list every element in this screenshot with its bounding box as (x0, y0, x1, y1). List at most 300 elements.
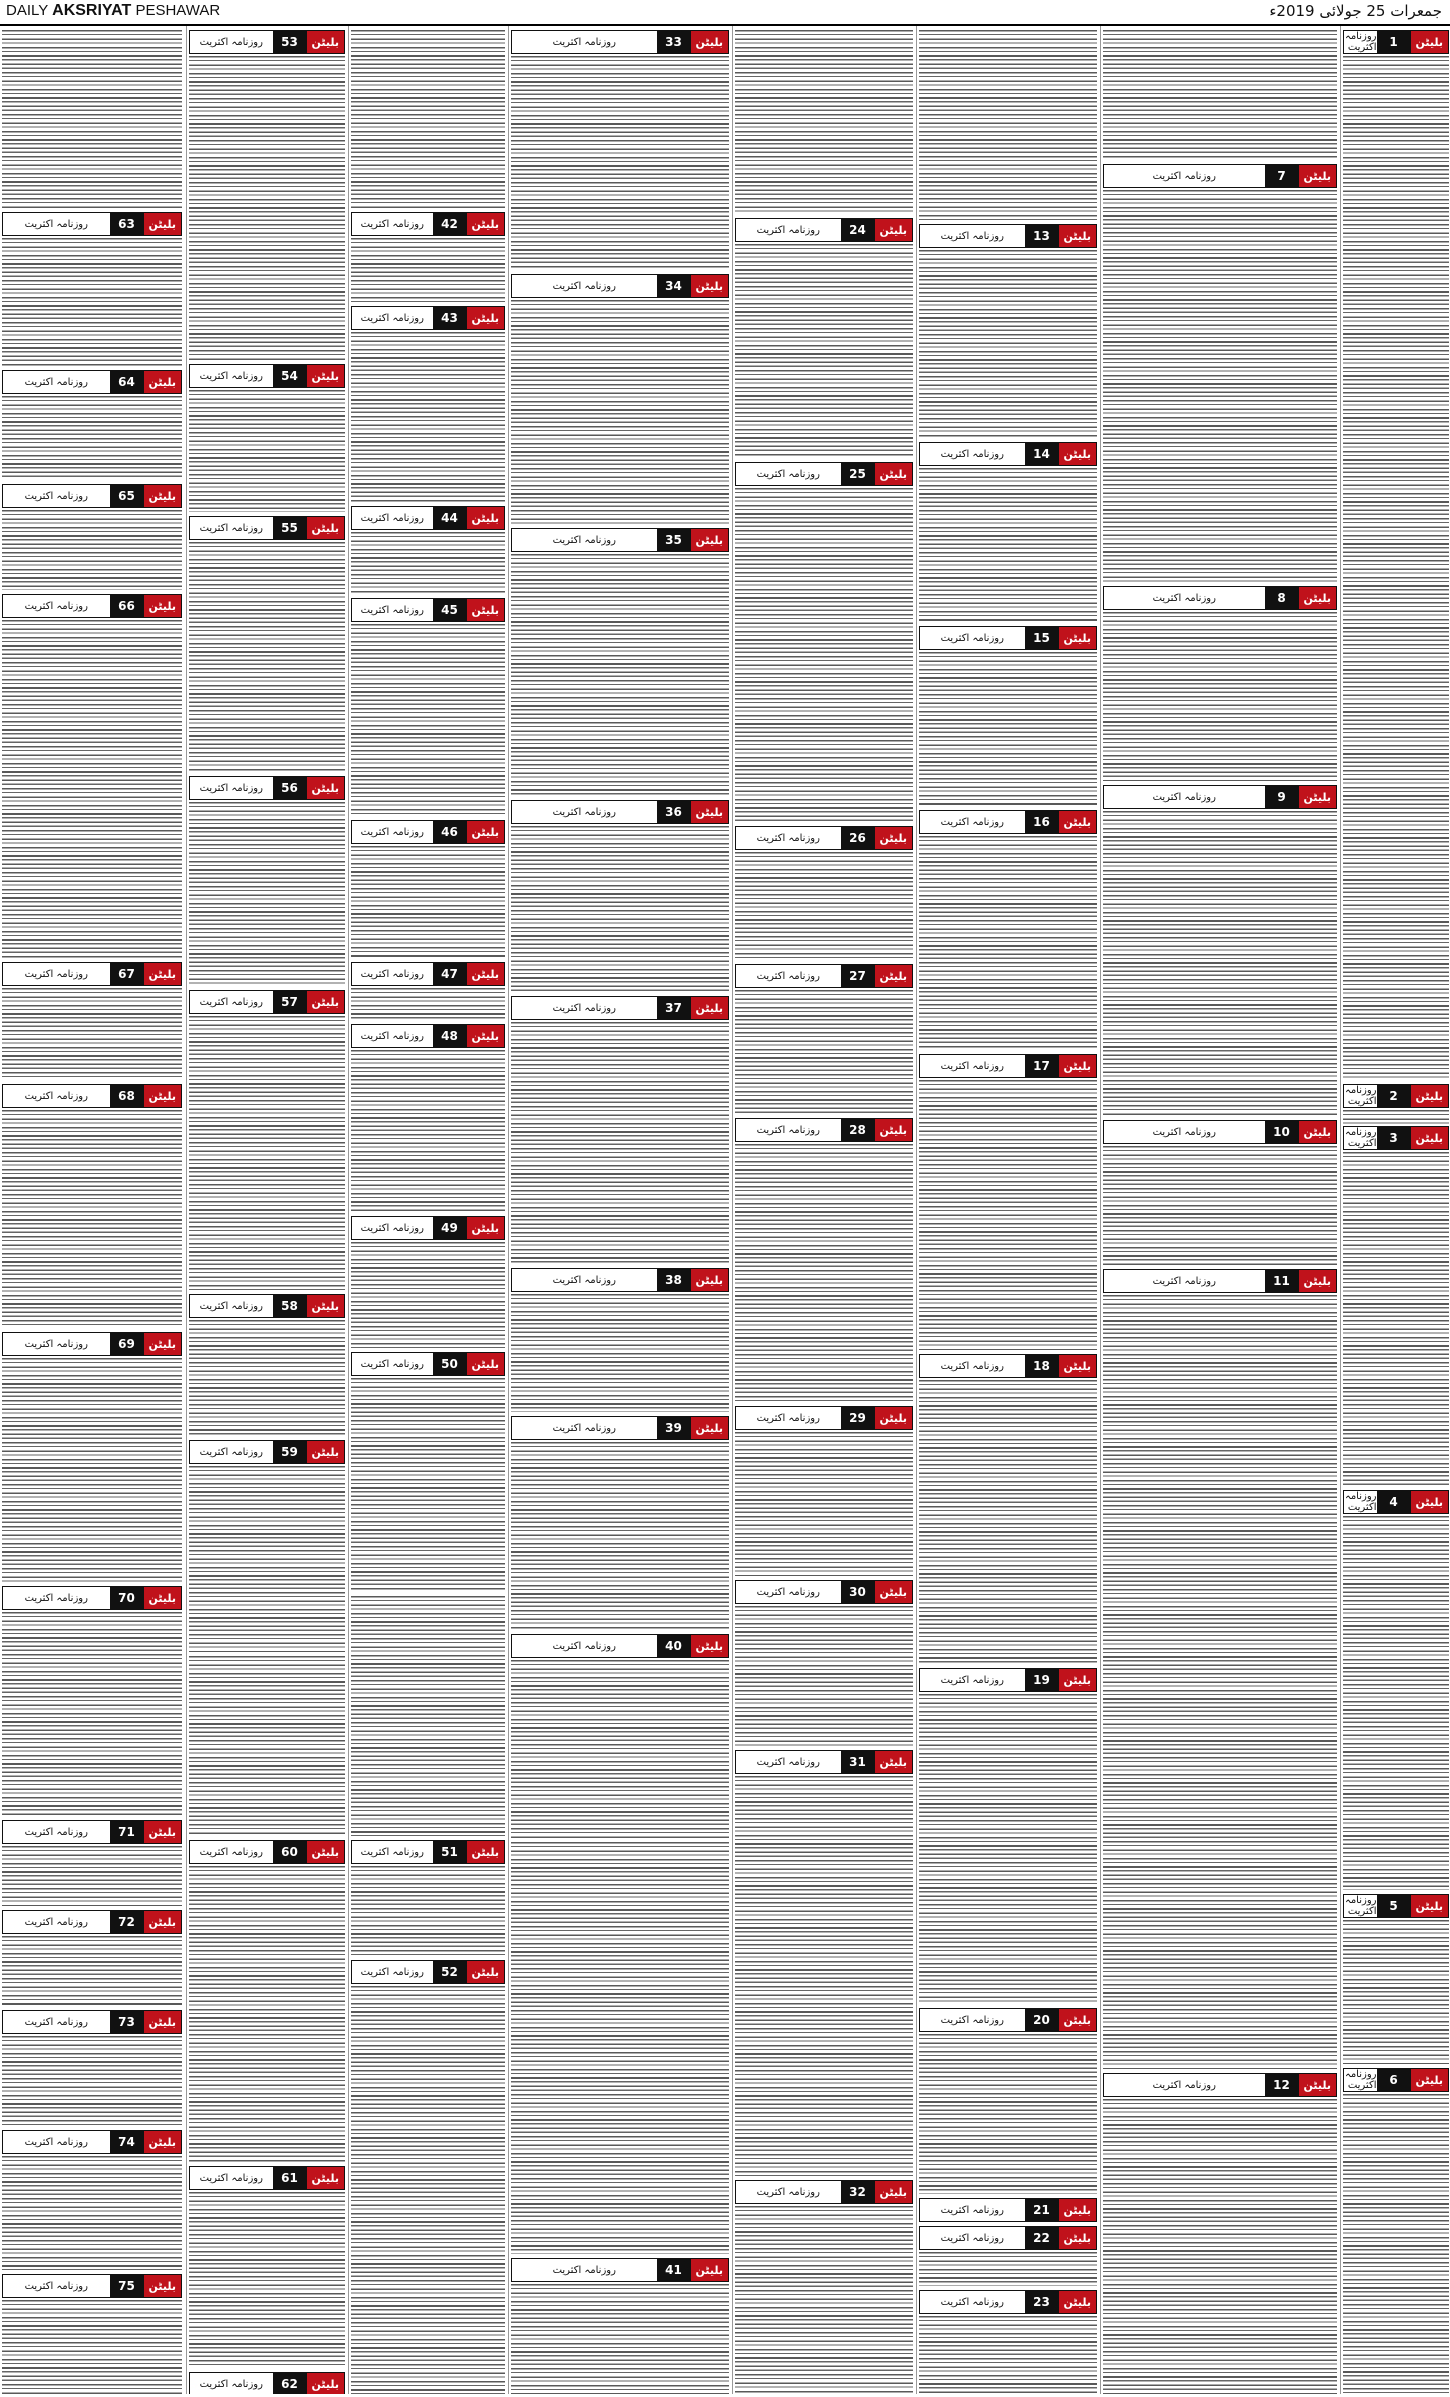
bulletin-brand: بلیٹن (467, 1961, 505, 1983)
bulletin-label (189, 364, 345, 388)
bulletin-title: روزنامہ اکثریت (199, 2172, 263, 2184)
bulletin-number: 35 (657, 529, 691, 551)
bulletin-brand: بلیٹن (467, 1353, 505, 1375)
bulletin-label (2, 212, 182, 236)
news-column (348, 26, 507, 2394)
bulletin-item (1343, 1894, 1449, 2064)
bulletin-item (351, 1840, 505, 1956)
bulletin-body-text (351, 1866, 505, 1956)
bulletin-label (1343, 1084, 1449, 1108)
bulletin-number: 32 (841, 2181, 875, 2203)
bulletin-title: روزنامہ اکثریت (1152, 592, 1216, 604)
bulletin-body-text (735, 2206, 913, 2394)
bulletin-title: روزنامہ اکثریت (940, 1674, 1004, 1686)
bulletin-item (189, 364, 345, 512)
bulletin-body-text (511, 56, 729, 270)
bulletin-item (919, 1054, 1097, 1350)
news-column (732, 26, 915, 2394)
bulletin-body-text (1343, 1516, 1449, 1890)
bulletin-brand: بلیٹن (1059, 627, 1097, 649)
bulletin-item (735, 462, 913, 822)
bulletin-title: روزنامہ اکثریت (24, 1592, 88, 1604)
bulletin-item (351, 1352, 505, 1592)
bulletin-title: روزنامہ اکثریت (199, 2378, 263, 2390)
bulletin-brand: بلیٹن (875, 827, 913, 849)
bulletin-item (2, 594, 182, 958)
bulletin-body-text (189, 1466, 345, 1652)
bulletin-item (919, 1354, 1097, 1664)
bulletin-number: 62 (273, 2373, 307, 2394)
bulletin-brand: بلیٹن (1411, 2069, 1449, 2091)
bulletin-item (1103, 164, 1337, 582)
bulletin-item (919, 626, 1097, 806)
bulletin-title: روزنامہ اکثریت (199, 370, 263, 382)
bulletin-number: 10 (1265, 1121, 1299, 1143)
bulletin-label (919, 442, 1097, 466)
bulletin-label (735, 964, 913, 988)
bulletin-label (919, 626, 1097, 650)
bulletin-brand: بلیٹن (691, 801, 729, 823)
bulletin-title: روزنامہ اکثریت (940, 2296, 1004, 2308)
bulletin-item (189, 1440, 345, 1652)
bulletin-item (1103, 785, 1337, 1116)
bulletin-number: 40 (657, 1635, 691, 1657)
bulletin-brand: بلیٹن (144, 1587, 182, 1609)
bulletin-body-text (2, 510, 182, 590)
bulletin-item (2, 1332, 182, 1582)
bulletin-brand: بلیٹن (144, 485, 182, 507)
bulletin-brand: بلیٹن (875, 463, 913, 485)
bulletin-item (511, 2258, 729, 2394)
bulletin-body-text (2, 2156, 182, 2270)
bulletin-label (1103, 586, 1337, 610)
bulletin-title: روزنامہ اکثریت (199, 996, 263, 1008)
bulletin-item (351, 962, 505, 1020)
bulletin-title: روزنامہ اکثریت (1152, 1275, 1216, 1287)
bulletin-brand: بلیٹن (1059, 443, 1097, 465)
bulletin-label (2, 1820, 182, 1844)
bulletin-body-text (2, 2036, 182, 2126)
bulletin-brand: بلیٹن (1411, 1085, 1449, 1107)
bulletin-body-text (735, 488, 913, 822)
bulletin-body-text (919, 2316, 1097, 2394)
bulletin-number: 25 (841, 463, 875, 485)
bulletin-brand: بلیٹن (467, 963, 505, 985)
bulletin-number: 45 (433, 599, 467, 621)
news-column (1340, 26, 1450, 2394)
bulletin-item (351, 1024, 505, 1212)
bulletin-label (1343, 1894, 1449, 1918)
bulletin-body-text (2, 396, 182, 480)
bulletin-brand: بلیٹن (144, 1821, 182, 1843)
bulletin-number: 16 (1025, 811, 1059, 833)
bulletin-body-text (919, 468, 1097, 622)
bulletin-title: روزنامہ اکثریت (24, 1916, 88, 1928)
bulletin-body-text (351, 1986, 505, 2394)
bulletin-number: 27 (841, 965, 875, 987)
bulletin-label (735, 218, 913, 242)
bulletin-item (189, 516, 345, 772)
bulletin-title: روزنامہ اکثریت (940, 2014, 1004, 2026)
bulletin-number: 54 (273, 365, 307, 387)
bulletin-item (1103, 1120, 1337, 1265)
bulletin-item (919, 442, 1097, 622)
bulletin-number: 38 (657, 1269, 691, 1291)
bulletin-label (919, 1054, 1097, 1078)
bulletin-body-text (189, 390, 345, 512)
bulletin-label (351, 306, 505, 330)
bulletin-number: 70 (110, 1587, 144, 1609)
bulletin-label (2, 962, 182, 986)
bulletin-item (511, 1634, 729, 1838)
bulletin-number: 4 (1377, 1491, 1411, 1513)
bulletin-number: 5 (1377, 1895, 1411, 1917)
bulletin-title: روزنامہ اکثریت (24, 2016, 88, 2028)
bulletin-brand: بلیٹن (307, 1441, 345, 1463)
bulletin-title: روزنامہ اکثریت (756, 1586, 820, 1598)
bulletin-brand: بلیٹن (1299, 1270, 1337, 1292)
bulletin-label (189, 990, 345, 1014)
bulletin-title: روزنامہ اکثریت (756, 2186, 820, 2198)
bulletin-label (189, 30, 345, 54)
bulletin-item (351, 212, 505, 302)
bulletin-brand: بلیٹن (691, 275, 729, 297)
bulletin-label (351, 1960, 505, 1984)
bulletin-label (735, 1406, 913, 1430)
bulletin-label (351, 1840, 505, 1864)
bulletin-body-text (2, 238, 182, 366)
bulletin-number: 41 (657, 2259, 691, 2281)
bulletin-title: روزنامہ اکثریت (756, 832, 820, 844)
bulletin-title: روزنامہ اکثریت (1152, 1126, 1216, 1138)
bulletin-number: 22 (1025, 2227, 1059, 2249)
bulletin-body-text (1343, 1920, 1449, 2064)
bulletin-number: 61 (273, 2167, 307, 2189)
bulletin-label (189, 516, 345, 540)
bulletin-body-text (1103, 1146, 1337, 1265)
bulletin-title: روزنامہ اکثریت (940, 1060, 1004, 1072)
bulletin-brand: بلیٹن (1299, 165, 1337, 187)
bulletin-number: 55 (273, 517, 307, 539)
bulletin-title: روزنامہ اکثریت (360, 604, 424, 616)
bulletin-brand: بلیٹن (875, 1581, 913, 1603)
bulletin-item (511, 800, 729, 992)
bulletin-title: روزنامہ اکثریت (552, 1422, 616, 1434)
bulletin-label (189, 1840, 345, 1864)
bulletin-body-text (189, 1016, 345, 1290)
bulletin-brand: بلیٹن (691, 2259, 729, 2281)
bulletin-item (735, 1406, 913, 1576)
bulletin-brand: بلیٹن (1059, 1055, 1097, 1077)
bulletin-number: 56 (273, 777, 307, 799)
bulletin-body-text (1103, 190, 1337, 582)
bulletin-brand: بلیٹن (307, 2167, 345, 2189)
bulletin-brand: بلیٹن (691, 31, 729, 53)
bulletin-body-text (735, 30, 913, 214)
bulletin-title: روزنامہ اکثریت (199, 1846, 263, 1858)
bulletin-number: 8 (1265, 587, 1299, 609)
bulletin-body-text (735, 990, 913, 1114)
bulletin-label (919, 810, 1097, 834)
bulletin-body-text (1103, 30, 1337, 160)
bulletin-brand: بلیٹن (1059, 1669, 1097, 1691)
bulletin-number: 68 (110, 1085, 144, 1107)
bulletin-body-text (351, 30, 505, 208)
bulletin-item (189, 30, 345, 360)
bulletin-brand: بلیٹن (875, 1407, 913, 1429)
bulletin-brand: بلیٹن (467, 599, 505, 621)
bulletin-label (2, 1084, 182, 1108)
bulletin-brand: بلیٹن (144, 2011, 182, 2033)
bulletin-brand: بلیٹن (467, 1841, 505, 1863)
bulletin-brand: بلیٹن (144, 213, 182, 235)
bulletin-label (351, 212, 505, 236)
bulletin-label (511, 1634, 729, 1658)
bulletin-item (351, 1596, 505, 1836)
page-header (0, 0, 1450, 26)
bulletin-brand: بلیٹن (467, 1025, 505, 1047)
bulletin-label (189, 2372, 345, 2394)
bulletin-item (511, 1268, 729, 1412)
masthead-daily: DAILY (6, 2, 48, 19)
bulletin-title: روزنامہ اکثریت (360, 512, 424, 524)
bulletin-label (2, 594, 182, 618)
bulletin-brand: بلیٹن (1059, 2009, 1097, 2031)
bulletin-number: 24 (841, 219, 875, 241)
bulletin-number: 44 (433, 507, 467, 529)
bulletin-number: 34 (657, 275, 691, 297)
bulletin-brand: بلیٹن (144, 1333, 182, 1355)
bulletin-title: روزنامہ اکثریت (360, 312, 424, 324)
bulletin-body-text (1343, 1152, 1449, 1486)
bulletin-body-text (511, 1022, 729, 1264)
bulletin-label (2, 1910, 182, 1934)
bulletin-body-text (919, 652, 1097, 806)
bulletin-label (351, 506, 505, 530)
bulletin-title: روزنامہ اکثریت (24, 600, 88, 612)
bulletin-item (189, 2372, 345, 2394)
bulletin-item (511, 528, 729, 796)
bulletin-number: 66 (110, 595, 144, 617)
bulletin-brand: بلیٹن (307, 31, 345, 53)
bulletin-brand: بلیٹن (875, 1119, 913, 1141)
bulletin-label (511, 2258, 729, 2282)
bulletin-brand: بلیٹن (1059, 2199, 1097, 2221)
bulletin-title: روزنامہ اکثریت (756, 1124, 820, 1136)
bulletin-item (1103, 586, 1337, 781)
bulletin-number: 33 (657, 31, 691, 53)
bulletin-number: 11 (1265, 1270, 1299, 1292)
bulletin-title: روزنامہ اکثریت (360, 1222, 424, 1234)
bulletin-body-text (919, 30, 1097, 220)
bulletin-body-text (919, 1694, 1097, 2004)
bulletin-item (189, 1294, 345, 1436)
bulletin-title: روزنامہ اکثریت (1344, 31, 1377, 53)
bulletin-item (2, 370, 182, 480)
bulletin-brand: بلیٹن (144, 1085, 182, 1107)
bulletin-brand: بلیٹن (1299, 587, 1337, 609)
bulletin-title: روزنامہ اکثریت (552, 280, 616, 292)
bulletin-item (189, 1656, 345, 1836)
bulletin-brand: بلیٹن (875, 1751, 913, 1773)
bulletin-body-text (1103, 2099, 1337, 2394)
bulletin-item (735, 218, 913, 458)
bulletin-item (919, 810, 1097, 1050)
bulletin-brand: بلیٹن (1059, 225, 1097, 247)
bulletin-body-text (351, 1242, 505, 1348)
bulletin-number: 3 (1377, 1127, 1411, 1149)
bulletin-brand: بلیٹن (1059, 2227, 1097, 2249)
bulletin-item (189, 1840, 345, 2162)
bulletin-number: 20 (1025, 2009, 1059, 2031)
bulletin-title: روزنامہ اکثریت (360, 1358, 424, 1370)
bulletin-title: روزنامہ اکثریت (1344, 2069, 1377, 2091)
bulletin-label (919, 2290, 1097, 2314)
bulletin-number: 53 (273, 31, 307, 53)
bulletin-brand: بلیٹن (1411, 1895, 1449, 1917)
bulletin-item (2, 1586, 182, 1816)
bulletin-item (351, 1960, 505, 2394)
bulletin-number: 57 (273, 991, 307, 1013)
bulletin-brand: بلیٹن (1411, 1491, 1449, 1513)
bulletin-brand: بلیٹن (307, 365, 345, 387)
bulletin-body-text (189, 542, 345, 772)
bulletin-number: 31 (841, 1751, 875, 1773)
bulletin-title: روزنامہ اکثریت (1152, 2079, 1216, 2091)
bulletin-number: 9 (1265, 786, 1299, 808)
bulletin-label (351, 962, 505, 986)
bulletin-brand: بلیٹن (1299, 1121, 1337, 1143)
bulletin-label (511, 528, 729, 552)
bulletin-title: روزنامہ اکثریت (24, 1826, 88, 1838)
bulletin-body-text (2, 30, 182, 208)
bulletin-title: روزنامہ اکثریت (24, 490, 88, 502)
bulletin-label (2, 1332, 182, 1356)
bulletin-label (2, 484, 182, 508)
bulletin-number: 43 (433, 307, 467, 329)
bulletin-number: 49 (433, 1217, 467, 1239)
bulletin-body-text (189, 1656, 345, 1836)
bulletin-number: 13 (1025, 225, 1059, 247)
bulletin-body-text (511, 1294, 729, 1412)
bulletin-title: روزنامہ اکثریت (199, 36, 263, 48)
bulletin-body-text (2, 1936, 182, 2006)
bulletin-label (351, 820, 505, 844)
bulletin-item (511, 274, 729, 524)
bulletin-number: 64 (110, 371, 144, 393)
masthead-city: PESHAWAR (135, 2, 221, 19)
bulletin-item (735, 964, 913, 1114)
bulletin-number: 71 (110, 1821, 144, 1843)
bulletin-brand: بلیٹن (307, 1295, 345, 1317)
bulletin-title: روزنامہ اکثریت (24, 218, 88, 230)
bulletin-label (189, 2166, 345, 2190)
bulletin-body-text (511, 1660, 729, 1838)
bulletin-body-text (2, 1110, 182, 1328)
bulletin-title: روزنامہ اکثریت (199, 782, 263, 794)
bulletin-item (919, 2198, 1097, 2222)
bulletin-brand: بلیٹن (691, 1417, 729, 1439)
bulletin-label (2, 2010, 182, 2034)
bulletin-page (0, 26, 1450, 2394)
bulletin-body-text (351, 624, 505, 816)
bulletin-item (919, 2008, 1097, 2194)
bulletin-body-text (1343, 1110, 1449, 1124)
bulletin-body-text (735, 1432, 913, 1576)
bulletin-number: 23 (1025, 2291, 1059, 2313)
bulletin-item (351, 598, 505, 816)
bulletin-body-text (735, 852, 913, 960)
bulletin-label (735, 1118, 913, 1142)
bulletin-number: 72 (110, 1911, 144, 1933)
bulletin-body-text (1103, 612, 1337, 781)
bulletin-brand: بلیٹن (144, 2131, 182, 2153)
bulletin-number: 26 (841, 827, 875, 849)
bulletin-label (511, 274, 729, 298)
bulletin-number: 29 (841, 1407, 875, 1429)
bulletin-title: روزنامہ اکثریت (360, 968, 424, 980)
bulletin-number: 46 (433, 821, 467, 843)
bulletin-item (1343, 1126, 1449, 1486)
news-column (1100, 26, 1339, 2394)
bulletin-title: روزنامہ اکثریت (24, 968, 88, 980)
bulletin-label (511, 1268, 729, 1292)
bulletin-title: روزنامہ اکثریت (360, 1846, 424, 1858)
bulletin-title: روزنامہ اکثریت (1152, 791, 1216, 803)
bulletin-brand: بلیٹن (467, 1217, 505, 1239)
bulletin-brand: بلیٹن (307, 2373, 345, 2394)
bulletin-title: روزنامہ اکثریت (756, 1412, 820, 1424)
bulletin-item (735, 1118, 913, 1402)
bulletin-title: روزنامہ اکثریت (360, 218, 424, 230)
bulletin-item (919, 2226, 1097, 2286)
bulletin-label (511, 1416, 729, 1440)
bulletin-item (189, 990, 345, 1290)
bulletin-title: روزنامہ اکثریت (1344, 1895, 1377, 1917)
bulletin-number: 12 (1265, 2074, 1299, 2096)
bulletin-item (1103, 1269, 1337, 2069)
bulletin-item (2, 2010, 182, 2126)
bulletin-label (735, 1750, 913, 1774)
bulletin-body-text (919, 1080, 1097, 1350)
masthead (6, 2, 220, 20)
bulletin-title: روزنامہ اکثریت (360, 1030, 424, 1042)
bulletin-item (735, 826, 913, 960)
bulletin-brand: بلیٹن (467, 821, 505, 843)
bulletin-body-text (919, 2252, 1097, 2286)
bulletin-body-text (919, 836, 1097, 1050)
bulletin-number: 21 (1025, 2199, 1059, 2221)
bulletin-label (351, 1352, 505, 1376)
bulletin-label (919, 2008, 1097, 2032)
bulletin-title: روزنامہ اکثریت (552, 2264, 616, 2276)
bulletin-title: روزنامہ اکثریت (552, 1640, 616, 1652)
bulletin-item (351, 506, 505, 594)
bulletin-label (511, 30, 729, 54)
bulletin-body-text (351, 846, 505, 958)
bulletin-item (2, 484, 182, 590)
bulletin-item (511, 996, 729, 1264)
bulletin-body-text (511, 2284, 729, 2394)
bulletin-title: روزنامہ اکثریت (756, 468, 820, 480)
bulletin-label (189, 776, 345, 800)
bulletin-body-text (919, 2034, 1097, 2194)
bulletin-brand: بلیٹن (467, 213, 505, 235)
bulletin-number: 19 (1025, 1669, 1059, 1691)
bulletin-body-text (2, 620, 182, 958)
news-column (0, 26, 184, 2394)
bulletin-body-text (735, 1776, 913, 2176)
